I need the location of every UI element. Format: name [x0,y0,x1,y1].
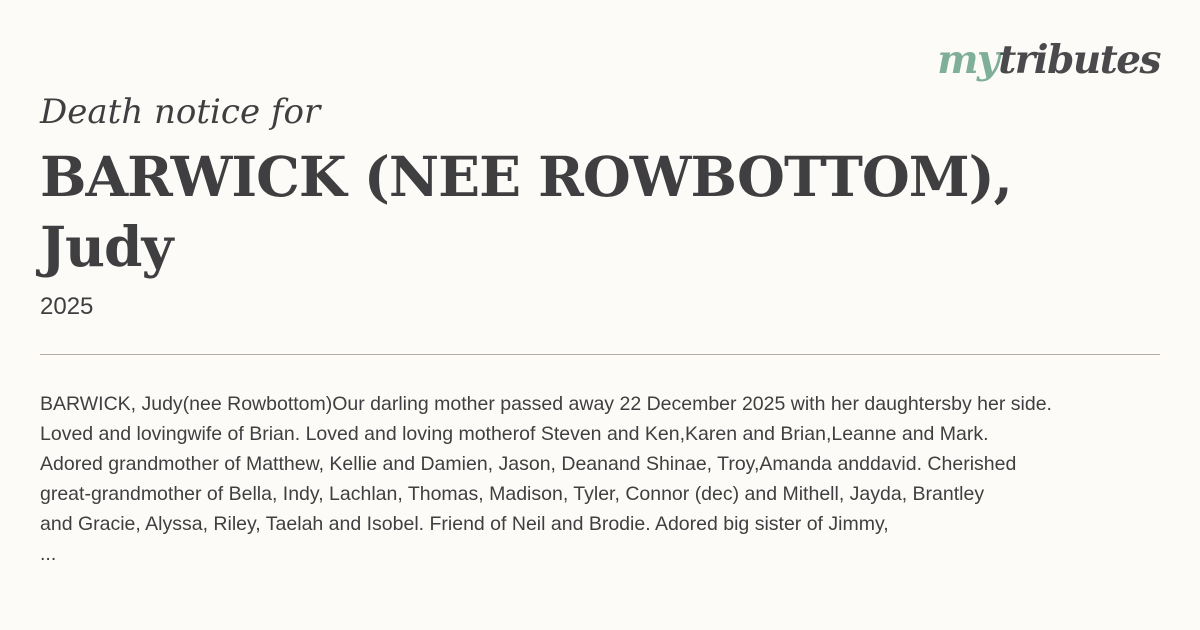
deceased-name-line-2: Judy [40,214,173,279]
notice-text-line: and Gracie, Alyssa, Riley, Taelah and Isobel. Friend of Neil and Brodie. Adored big sister of Jimmy, [40,513,889,535]
notice-text [40,389,1190,569]
notice-text-line: BARWICK, Judy(nee Rowbottom)Our darling mother passed away 22 December 2025 with her daughtersby her side. [40,393,1052,415]
deceased-name [40,142,1040,282]
notice-text-line: Loved and lovingwife of Brian. Loved and loving motherof Steven and Ken,Karen and Brian,Leanne and Mark. [40,423,989,445]
logo-prefix: my [937,37,999,83]
section-divider [40,354,1160,355]
notice-text-line: Adored grandmother of Matthew, Kellie and Damien, Jason, Deanand Shinae, Troy,Amanda anddavid. Cherished [40,453,1017,475]
notice-text-line: great-grandmother of Bella, Indy, Lachlan, Thomas, Madison, Tyler, Connor (dec) and Mithell, Jayda, Brantley [40,483,985,505]
logo-suffix: tributes [998,37,1160,83]
mytributes-logo[interactable] [937,36,1160,84]
notice-year: 2025 [40,293,94,320]
notice-text-ellipsis: ... [40,543,57,565]
deceased-name-line-1: BARWICK (NEE ROWBOTTOM), [40,144,1012,209]
notice-intro: Death notice for [40,92,321,132]
